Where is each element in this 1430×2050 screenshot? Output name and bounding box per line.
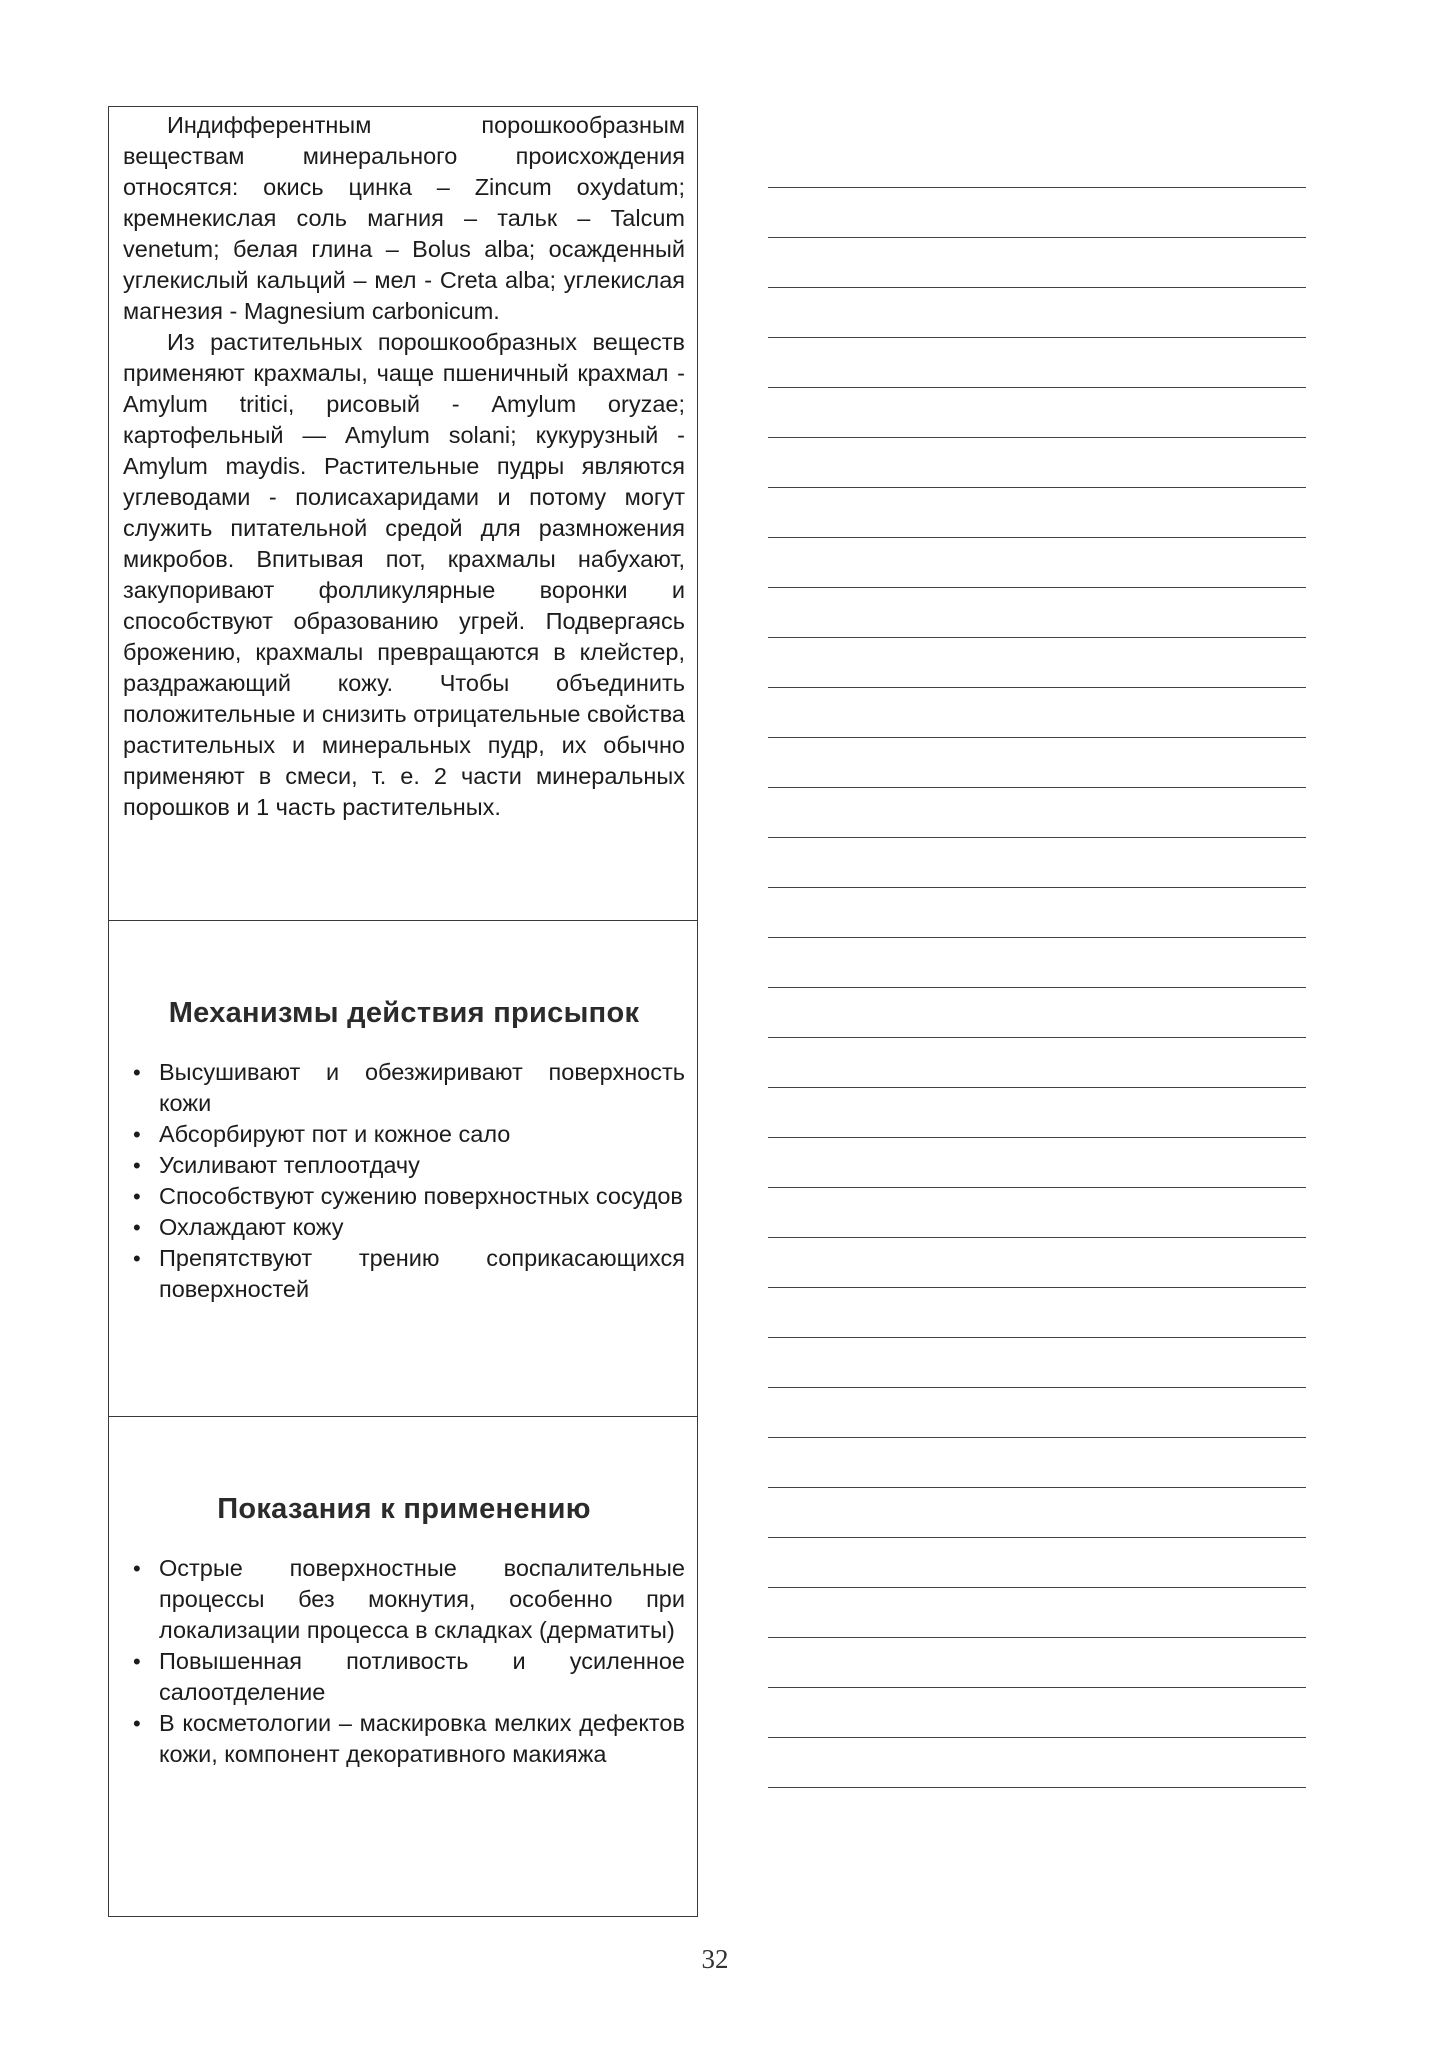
note-line — [768, 1438, 1306, 1488]
list-item: • Высушивают и обезжиривают поверхность кожи — [133, 1059, 685, 1116]
notes-lines — [768, 138, 1306, 1788]
indications-list — [123, 1553, 685, 1770]
list-item: • Охлаждают кожу — [123, 1212, 685, 1243]
list-item: • Абсорбируют пот и кожное сало — [123, 1119, 685, 1150]
content-column — [108, 106, 698, 1917]
note-line — [768, 438, 1306, 488]
bullet-icon: • — [133, 1649, 141, 1674]
bullet-icon: • — [133, 1184, 141, 1209]
mechanisms-box — [109, 920, 697, 1416]
list-item: • В косметологии – маскировка мелких дефектов кожи, компонент декоративного макияжа — [133, 1710, 685, 1767]
list-item: • Препятствуют трению соприкасающихся поверхностей — [133, 1245, 685, 1302]
note-line — [768, 1288, 1306, 1338]
note-line — [768, 888, 1306, 938]
note-line — [768, 1188, 1306, 1238]
note-line — [768, 488, 1306, 538]
bullet-icon: • — [133, 1246, 141, 1271]
note-line — [768, 1638, 1306, 1688]
list-item: • Способствуют сужению поверхностных сосудов — [123, 1181, 685, 1212]
note-line — [768, 938, 1306, 988]
note-line — [768, 788, 1306, 838]
list-item: • Острые поверхностные воспалительные процессы без мокнутия, особенно при локализации процесса в складках (дерматиты) — [133, 1555, 685, 1643]
bullet-icon: • — [133, 1122, 141, 1147]
page-number: 32 — [701, 1944, 729, 1974]
list-item: • Повышенная потливость и усиленное салоотделение — [133, 1648, 685, 1705]
intro-paragraph-1: Индифферентным порошкообразным веществам минерального происхождения относятся: окись цинка – Zincum oxydatum; кремнекислая соль магния – тальк – Talcum venetum; белая глина – Bolus alba; осажденный углекислый кальций – мел - Creta alba; углекислая магнезия - Magnesium carbonicum. — [123, 112, 685, 324]
note-line — [768, 1738, 1306, 1788]
intro-box — [109, 107, 697, 920]
list-item: • Усиливают теплоотдачу — [123, 1150, 685, 1181]
mechanisms-list — [123, 1057, 685, 1305]
note-line — [768, 538, 1306, 588]
indications-title: Показания к применению — [217, 1493, 591, 1525]
note-line — [768, 688, 1306, 738]
note-line — [768, 1088, 1306, 1138]
note-line — [768, 738, 1306, 788]
note-line — [768, 1038, 1306, 1088]
note-line — [768, 1338, 1306, 1388]
bullet-icon: • — [133, 1556, 141, 1581]
note-line — [768, 338, 1306, 388]
bullet-icon: • — [133, 1711, 141, 1736]
note-line — [768, 1138, 1306, 1188]
note-line — [768, 238, 1306, 288]
note-line — [768, 988, 1306, 1038]
note-line — [768, 138, 1306, 188]
note-line — [768, 1588, 1306, 1638]
bullet-icon: • — [133, 1060, 141, 1085]
note-line — [768, 1388, 1306, 1438]
note-line — [768, 838, 1306, 888]
bullet-icon: • — [133, 1153, 141, 1178]
note-line — [768, 1488, 1306, 1538]
mechanisms-title: Механизмы действия присыпок — [168, 997, 640, 1029]
note-line — [768, 1238, 1306, 1288]
note-line — [768, 588, 1306, 638]
indications-box — [109, 1416, 697, 1916]
note-line — [768, 388, 1306, 438]
note-line — [768, 288, 1306, 338]
note-line — [768, 1538, 1306, 1588]
note-line — [768, 188, 1306, 238]
bullet-icon: • — [133, 1215, 141, 1240]
note-line — [768, 638, 1306, 688]
intro-paragraph-2: Из растительных порошкообразных веществ применяют крахмалы, чаще пшеничный крахмал - Amylum tritici, рисовый - Amylum oryzae; картофельный — Amylum solani; кукурузный - Amylum maydis. Растительные пудры являются углеводами - полисахаридами и потому могут служить питательной средой для размножения микробов. Впитывая пот, крахмалы набухают, закупоривают фолликулярные воронки и способствуют образованию угрей. Подвергаясь брожению, крахмалы превращаются в клейстер, раздражающий кожу. Чтобы объединить положительные и снизить отрицательные свойства растительных и минеральных пудр, их обычно применяют в смеси, т. е. 2 части минеральных порошков и 1 часть растительных. — [123, 329, 685, 820]
note-line — [768, 1688, 1306, 1738]
